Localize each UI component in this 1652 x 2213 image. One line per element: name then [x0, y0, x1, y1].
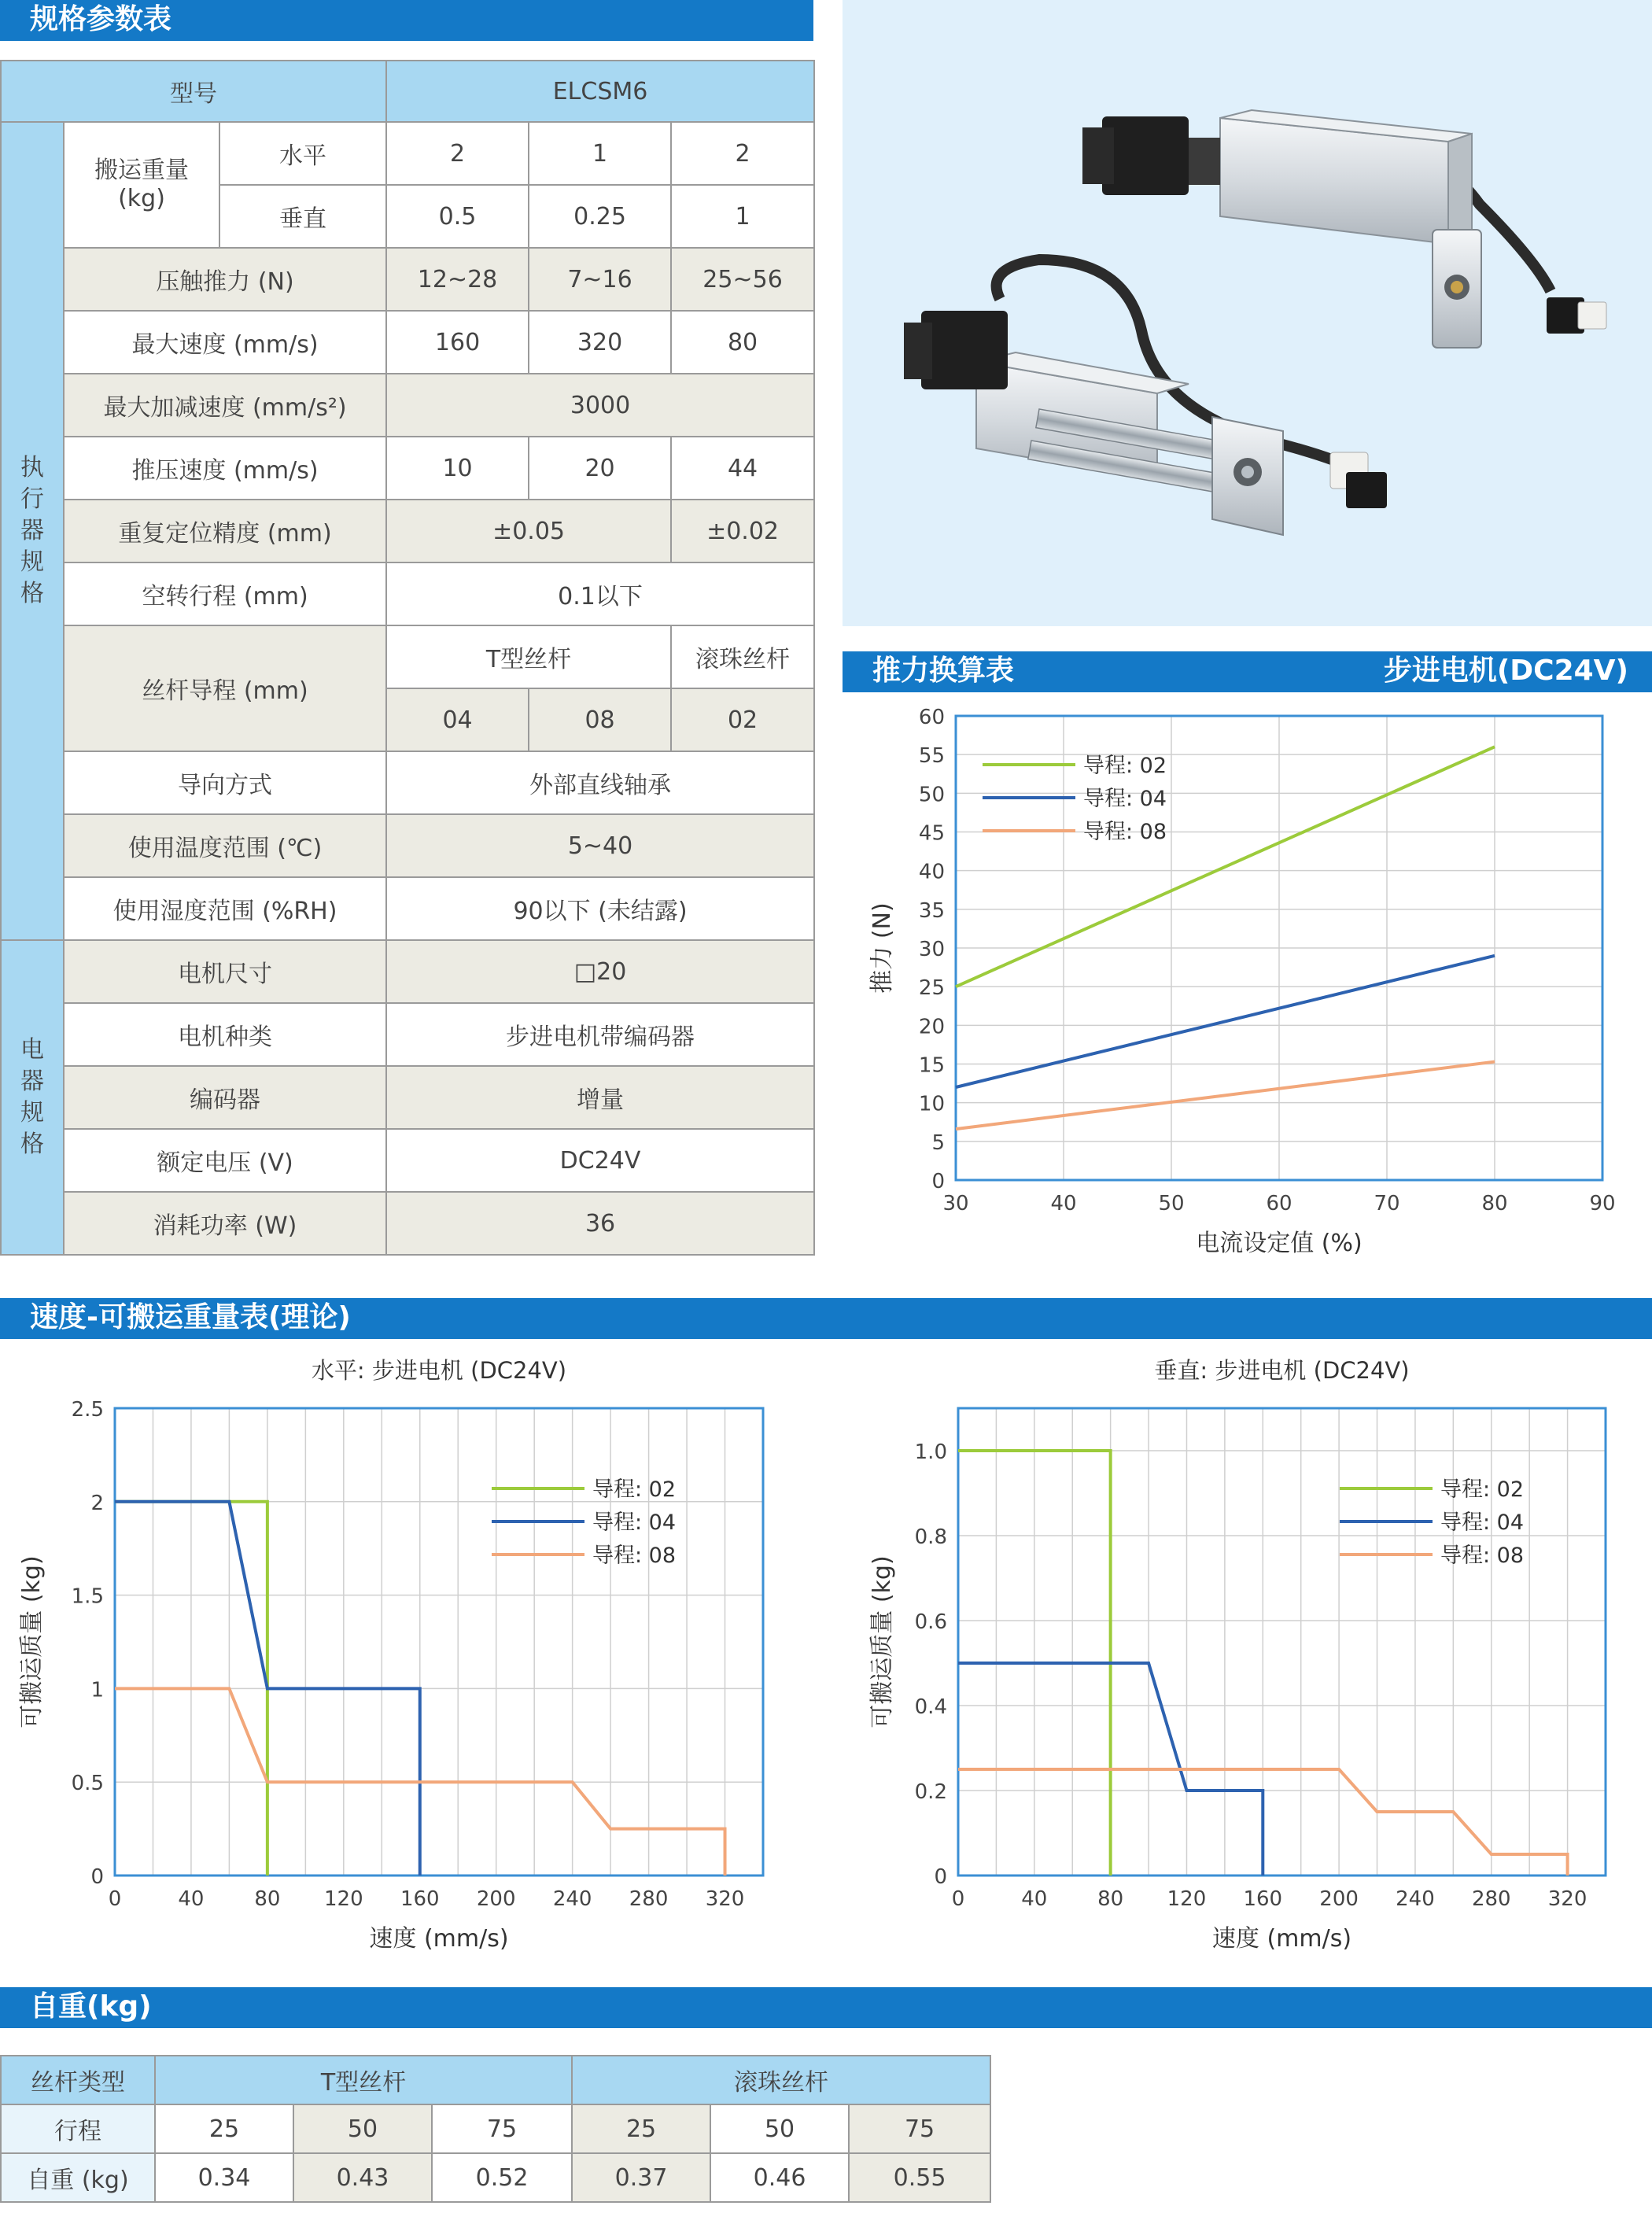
y-tick-label: 0.8 — [914, 1525, 947, 1549]
payload-h-2: 2 — [671, 122, 814, 185]
x-tick-label: 0 — [108, 1887, 122, 1911]
encoder-value: 增量 — [386, 1066, 814, 1129]
x-tick-label: 200 — [476, 1887, 516, 1911]
table-row — [1, 2056, 990, 2104]
y-tick-label: 45 — [918, 821, 945, 846]
repeat-label: 重复定位精度 (mm) — [64, 500, 386, 562]
series-line — [956, 1062, 1495, 1130]
push-speed-label: 推压速度 (mm/s) — [64, 437, 386, 500]
voltage-label: 额定电压 (V) — [64, 1129, 386, 1192]
legend-label: 导程: 04 — [1440, 1510, 1525, 1535]
stroke-cell: 75 — [432, 2104, 572, 2153]
push-force-0: 12~28 — [386, 248, 529, 311]
actuator-illustration — [843, 0, 1652, 626]
legend-label: 导程: 08 — [1440, 1544, 1525, 1568]
vertical-payload-chart — [843, 1339, 1652, 1976]
push-force-label: 压触推力 (N) — [64, 248, 386, 311]
x-tick-label: 120 — [1167, 1887, 1207, 1911]
payload-h-1: 1 — [529, 122, 671, 185]
max-accel-value: 3000 — [386, 374, 814, 437]
y-tick-label: 35 — [918, 898, 945, 923]
stroke-cell: 75 — [849, 2104, 990, 2153]
push-speed-2: 44 — [671, 437, 814, 500]
max-speed-1: 320 — [529, 311, 671, 374]
horizontal-label: 水平 — [219, 122, 386, 185]
horizontal-payload-chart — [0, 1339, 818, 1976]
table-row — [1, 61, 814, 122]
weight-cell: 0.37 — [572, 2153, 710, 2202]
x-tick-label: 40 — [1021, 1887, 1048, 1911]
legend-label: 导程: 04 — [592, 1510, 677, 1535]
x-tick-label: 80 — [1097, 1887, 1124, 1911]
series-line — [956, 747, 1495, 987]
legend-label: 导程: 08 — [592, 1544, 677, 1568]
weight-cell: 0.52 — [432, 2153, 572, 2202]
x-tick-label: 50 — [1158, 1192, 1185, 1215]
encoder-label: 编码器 — [64, 1066, 386, 1129]
chart-title: 垂直: 步进电机 (DC24V) — [1154, 1357, 1410, 1384]
model-value: ELCSM6 — [386, 61, 814, 122]
x-tick-label: 80 — [1481, 1192, 1508, 1215]
x-tick-label: 240 — [1396, 1887, 1435, 1911]
x-tick-label: 280 — [1471, 1887, 1511, 1911]
stroke-cell: 25 — [572, 2104, 710, 2153]
payload-v-0: 0.5 — [386, 185, 529, 248]
power-label: 消耗功率 (W) — [64, 1192, 386, 1255]
repeat-b: ±0.02 — [671, 500, 814, 562]
x-tick-label: 160 — [1243, 1887, 1283, 1911]
table-row — [1, 877, 814, 940]
section-title: 自重(kg) — [30, 1990, 152, 2023]
weight-cell: 0.46 — [710, 2153, 849, 2202]
section-header-speed — [0, 1298, 1652, 1339]
payload-h-0: 2 — [386, 122, 529, 185]
payload-label — [64, 122, 219, 248]
y-axis-label: 可搬运质量 (kg) — [18, 1555, 46, 1728]
lead-t-screw: T型丝杆 — [386, 625, 671, 688]
vertical-label: 垂直 — [219, 185, 386, 248]
legend-label: 导程: 02 — [1083, 754, 1167, 778]
table-row — [1, 374, 814, 437]
voltage-value: DC24V — [386, 1129, 814, 1192]
table-row — [1, 751, 814, 814]
x-tick-label: 240 — [552, 1887, 592, 1911]
y-tick-label: 0 — [931, 1170, 945, 1193]
section-header-weight — [0, 1987, 1652, 2028]
x-tick-label: 0 — [951, 1887, 965, 1911]
payload-v-1: 0.25 — [529, 185, 671, 248]
section-subtitle: 步进电机(DC24V) — [1383, 655, 1628, 687]
y-tick-label: 0.6 — [914, 1610, 947, 1634]
section-title: 推力换算表 — [872, 655, 1015, 687]
y-axis-label: 推力 (N) — [868, 902, 896, 994]
max-speed-label: 最大速度 (mm/s) — [64, 311, 386, 374]
y-tick-label: 0.5 — [71, 1772, 104, 1796]
actuator-lower — [904, 260, 1387, 535]
y-tick-label: 50 — [918, 783, 945, 807]
table-row — [1, 1129, 814, 1192]
section-header-thrust — [843, 651, 1652, 692]
legend-label: 导程: 02 — [1440, 1477, 1525, 1502]
power-value: 36 — [386, 1192, 814, 1255]
y-tick-label: 0 — [934, 1865, 947, 1889]
table-row — [1, 248, 814, 311]
humid-label: 使用湿度范围 (%RH) — [64, 877, 386, 940]
t-screw-header: T型丝杆 — [155, 2056, 572, 2104]
side-label-electric — [1, 940, 64, 1255]
table-row — [1, 814, 814, 877]
y-tick-label: 2.5 — [71, 1398, 104, 1422]
x-tick-label: 320 — [1547, 1887, 1587, 1911]
x-tick-label: 70 — [1374, 1192, 1400, 1215]
side-text: 执行器规格 — [20, 454, 44, 607]
y-tick-label: 5 — [931, 1130, 945, 1155]
stroke-cell: 25 — [155, 2104, 293, 2153]
table-row — [1, 2153, 990, 2202]
weight-table — [0, 2055, 991, 2203]
temp-label: 使用温度范围 (℃) — [64, 814, 386, 877]
x-tick-label: 120 — [324, 1887, 363, 1911]
table-row — [1, 437, 814, 500]
y-axis-label: 可搬运质量 (kg) — [868, 1555, 896, 1728]
product-photo — [843, 0, 1652, 626]
temp-value: 5~40 — [386, 814, 814, 877]
stroke-cell: 50 — [710, 2104, 849, 2153]
table-row — [1, 625, 814, 688]
section-title: 速度-可搬运重量表(理论) — [30, 1301, 351, 1333]
push-speed-0: 10 — [386, 437, 529, 500]
table-row — [1, 1192, 814, 1255]
actuator-upper — [1082, 110, 1606, 348]
x-tick-label: 200 — [1319, 1887, 1359, 1911]
x-tick-label: 60 — [1266, 1192, 1292, 1215]
max-accel-label: 最大加减速度 (mm/s²) — [64, 374, 386, 437]
y-tick-label: 1.5 — [71, 1584, 104, 1609]
lead-ball-screw: 滚珠丝杆 — [671, 625, 814, 688]
guide-value: 外部直线轴承 — [386, 751, 814, 814]
x-tick-label: 40 — [1050, 1192, 1077, 1215]
series-line — [956, 956, 1495, 1087]
table-row — [1, 122, 814, 185]
x-tick-label: 90 — [1589, 1192, 1616, 1215]
y-tick-label: 30 — [918, 938, 945, 961]
lead-2: 02 — [671, 688, 814, 751]
stroke-label: 行程 — [1, 2104, 155, 2153]
x-axis-label: 速度 (mm/s) — [369, 1925, 509, 1953]
legend-label: 导程: 02 — [592, 1477, 677, 1502]
backlash-label: 空转行程 (mm) — [64, 562, 386, 625]
payload-v-2: 1 — [671, 185, 814, 248]
y-tick-label: 40 — [918, 860, 945, 884]
x-tick-label: 280 — [629, 1887, 669, 1911]
y-tick-label: 25 — [918, 976, 945, 1001]
table-row — [1, 1066, 814, 1129]
weight-cell: 0.34 — [155, 2153, 293, 2202]
push-speed-1: 20 — [529, 437, 671, 500]
table-row — [1, 1003, 814, 1066]
lead-label: 丝杆导程 (mm) — [64, 625, 386, 751]
y-tick-label: 10 — [918, 1092, 945, 1116]
y-tick-label: 20 — [918, 1015, 945, 1039]
table-row — [1, 2104, 990, 2153]
section-title: 规格参数表 — [30, 3, 172, 35]
chart-title: 水平: 步进电机 (DC24V) — [311, 1357, 567, 1384]
y-tick-label: 0 — [90, 1865, 104, 1889]
push-force-2: 25~56 — [671, 248, 814, 311]
y-tick-label: 55 — [918, 744, 945, 769]
legend-label: 导程: 08 — [1083, 820, 1167, 844]
payload-text: 搬运重量(kg) — [94, 157, 189, 212]
humid-value: 90以下 (未结露) — [386, 877, 814, 940]
thrust-chart — [843, 692, 1652, 1259]
side-text: 电器规格 — [20, 1036, 44, 1158]
table-row — [1, 940, 814, 1003]
y-tick-label: 0.4 — [914, 1695, 947, 1719]
repeat-a: ±0.05 — [386, 500, 671, 562]
y-tick-label: 0.2 — [914, 1780, 947, 1804]
y-tick-label: 1.0 — [914, 1440, 947, 1464]
weight-label: 自重 (kg) — [1, 2153, 155, 2202]
motor-size-value: □20 — [386, 940, 814, 1003]
stroke-cell: 50 — [293, 2104, 432, 2153]
backlash-value: 0.1以下 — [386, 562, 814, 625]
ball-screw-header: 滚珠丝杆 — [572, 2056, 990, 2104]
max-speed-0: 160 — [386, 311, 529, 374]
x-axis-label: 电流设定值 (%) — [1196, 1230, 1363, 1257]
table-row — [1, 562, 814, 625]
lead-0: 04 — [386, 688, 529, 751]
max-speed-2: 80 — [671, 311, 814, 374]
x-axis-label: 速度 (mm/s) — [1211, 1925, 1352, 1953]
x-tick-label: 160 — [400, 1887, 440, 1911]
table-row — [1, 500, 814, 562]
section-header-spec — [0, 0, 813, 41]
screw-type-label: 丝杆类型 — [1, 2056, 155, 2104]
y-tick-label: 60 — [918, 706, 945, 729]
weight-cell: 0.55 — [849, 2153, 990, 2202]
side-label-actuator — [1, 122, 64, 940]
y-tick-label: 15 — [918, 1053, 945, 1078]
motor-size-label: 电机尺寸 — [64, 940, 386, 1003]
table-row — [1, 311, 814, 374]
guide-label: 导向方式 — [64, 751, 386, 814]
x-tick-label: 30 — [942, 1192, 969, 1215]
x-tick-label: 40 — [178, 1887, 205, 1911]
lead-1: 08 — [529, 688, 671, 751]
push-force-1: 7~16 — [529, 248, 671, 311]
spec-table — [0, 60, 815, 1256]
y-tick-label: 2 — [90, 1491, 104, 1515]
legend-label: 导程: 04 — [1083, 787, 1167, 811]
motor-type-value: 步进电机带编码器 — [386, 1003, 814, 1066]
model-label: 型号 — [1, 61, 386, 122]
motor-type-label: 电机种类 — [64, 1003, 386, 1066]
y-tick-label: 1 — [90, 1678, 104, 1702]
x-tick-label: 80 — [254, 1887, 281, 1911]
weight-cell: 0.43 — [293, 2153, 432, 2202]
x-tick-label: 320 — [705, 1887, 745, 1911]
